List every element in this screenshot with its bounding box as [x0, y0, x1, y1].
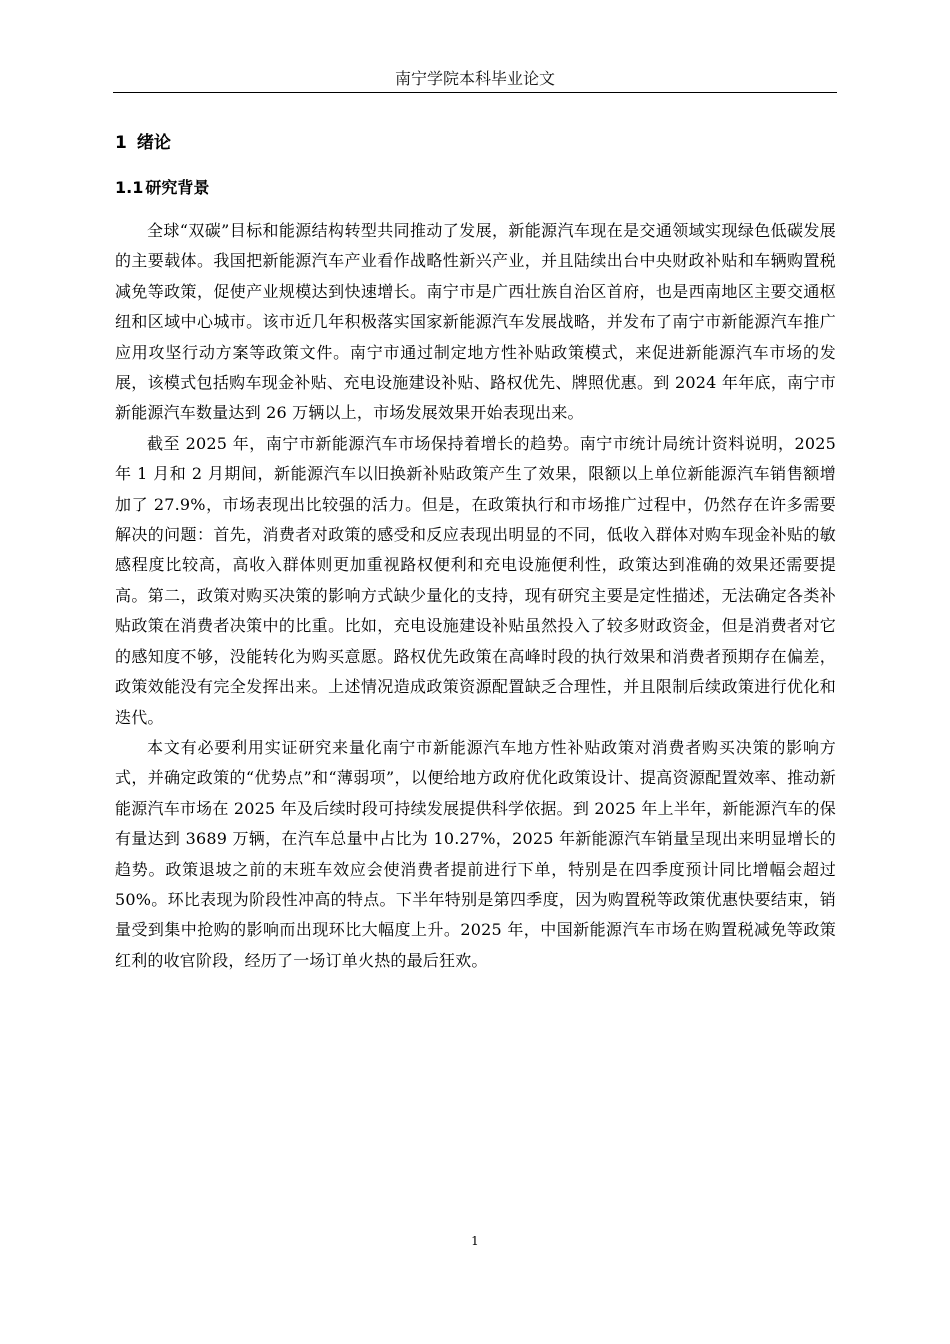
section-heading [115, 176, 209, 200]
paragraph: 截至 2025 年，南宁市新能源汽车市场保持着增长的趋势。南宁市统计局统计资料说明，2025 年 1 月和 2 月期间，新能源汽车以旧换新补贴政策产生了效果，限额以上单位新能源汽车销售额增加了 27.9%，市场表现出比较强的活力。但是，在政策执行和市场推广过程中，仍然存在许多需要解决的问题：首先，消费者对政策的感受和反应表现出明显的不同，低收入群体对购车现金补贴的敏感程度比较高，高收入群体则更加重视路权便利和充电设施便利性，政策达到准确的效果还需要提高。第二，政策对购买决策的影响方式缺少量化的支持，现有研究主要是定性描述，无法确定各类补贴政策在消费者决策中的比重。比如，充电设施建设补贴虽然投入了较多财政资金，但是消费者对它的感知度不够，没能转化为购买意愿。路权优先政策在高峰时段的执行效果和消费者预期存在偏差，政策效能没有完全发挥出来。上述情况造成政策资源配置缺乏合理性，并且限制后续政策进行优化和迭代。 [115, 433, 836, 727]
body-text [115, 216, 836, 976]
section-title: 研究背景 [145, 178, 210, 197]
paragraph: 本文有必要利用实证研究来量化南宁市新能源汽车地方性补贴政策对消费者购买决策的影响方式，并确定政策的“优势点”和“薄弱项”，以便给地方政府优化政策设计、提高资源配置效率、推动新能源汽车市场在 2025 年及后续时段可持续发展提供科学依据。到 2025 年上半年，新能源汽车的保有量达到 3689 万辆，在汽车总量中占比为 10.27%，2025 年新能源汽车销量呈现出来明显增长的趋势。政策退坡之前的末班车效应会使消费者提前进行下单，特别是在四季度预计同比增幅会超过 50%。环比表现为阶段性冲高的特点。下半年特别是第四季度，因为购置税等政策优惠快要结束，销量受到集中抢购的影响而出现环比大幅度上升。2025 年，中国新能源汽车市场在购置税减免等政策红利的收官阶段，经历了一场订单火热的最后狂欢。 [115, 737, 836, 970]
page-number: 1 [471, 1234, 479, 1248]
header-rule [113, 92, 837, 93]
chapter-number: 1 [115, 133, 127, 153]
running-header: 南宁学院本科毕业论文 [394, 69, 555, 88]
section-number: 1.1 [115, 178, 144, 197]
chapter-title: 绪论 [136, 133, 171, 153]
paragraph: 全球“双碳”目标和能源结构转型共同推动了发展，新能源汽车现在是交通领域实现绿色低碳发展的主要载体。我国把新能源汽车产业看作战略性新兴产业，并且陆续出台中央财政补贴和车辆购置税减免等政策，促使产业规模达到快速增长。南宁市是广西壮族自治区首府，也是西南地区主要交通枢纽和区域中心城市。该市近几年积极落实国家新能源汽车发展战略，并发布了南宁市新能源汽车推广应用攻坚行动方案等政策文件。南宁市通过制定地方性补贴政策模式，来促进新能源汽车市场的发展，该模式包括购车现金补贴、充电设施建设补贴、路权优先、牌照优惠。到 2024 年年底，南宁市新能源汽车数量达到 26 万辆以上，市场发展效果开始表现出来。 [115, 221, 836, 423]
chapter-heading [115, 131, 171, 155]
